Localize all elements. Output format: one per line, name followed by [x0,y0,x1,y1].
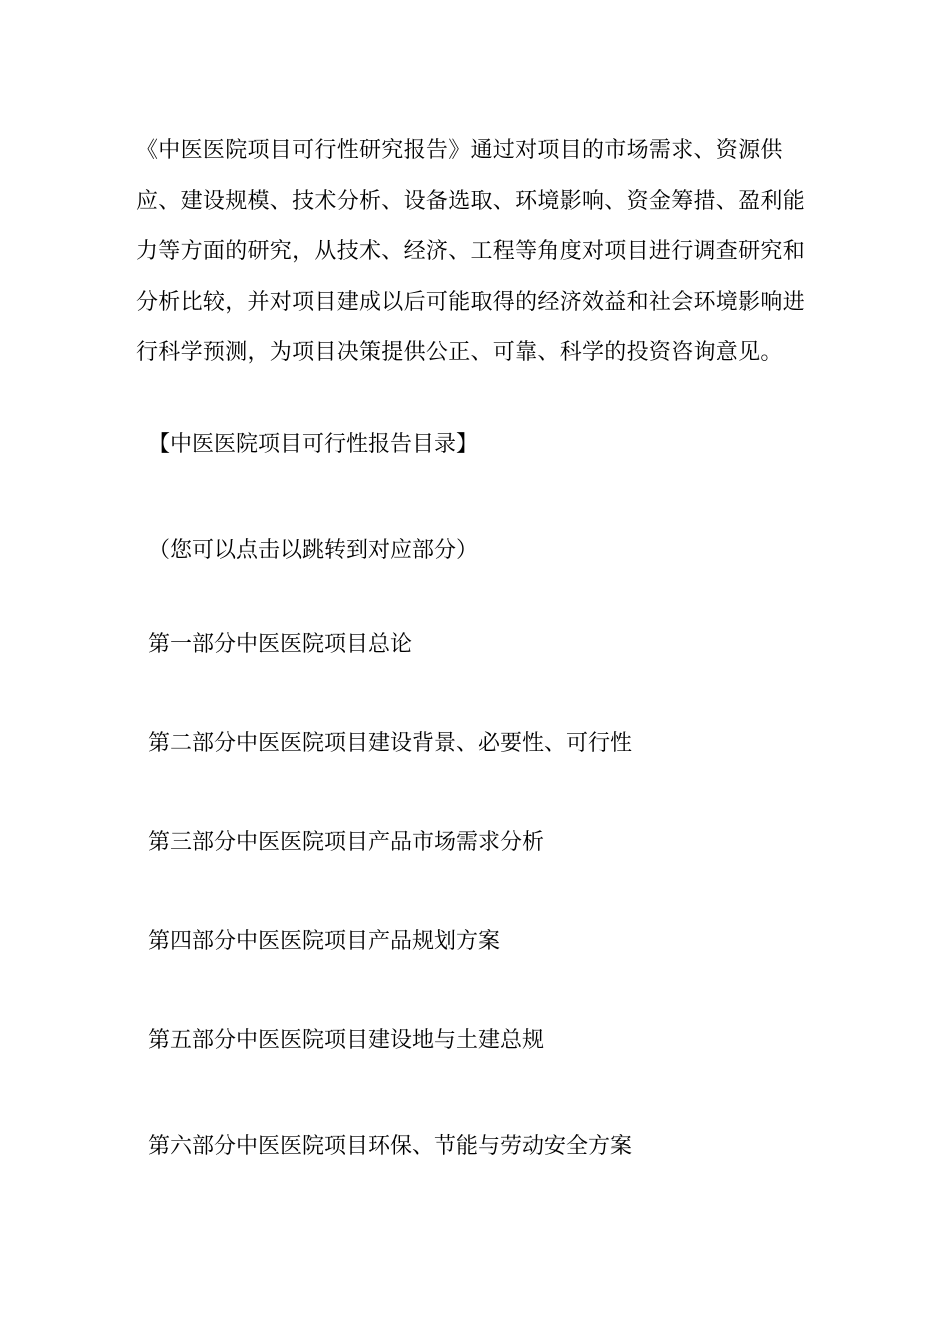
toc-item-part-5[interactable]: 第五部分中医医院项目建设地与土建总规 [148,1028,545,1053]
toc-item-part-6[interactable]: 第六部分中医医院项目环保、节能与劳动安全方案 [148,1134,633,1159]
toc-item-part-1[interactable]: 第一部分中医医院项目总论 [148,632,413,657]
intro-paragraph: 《中医医院项目可行性研究报告》通过对项目的市场需求、资源供应、建设规模、技术分析、设备选取、环境影响、资金筹措、盈利能力等方面的研究，从技术、经济、工程等角度对项目进行调查研究和分析比较，并对项目建成以后可能取得的经济效益和社会环境影响进行科学预测，为项目决策提供公正、可靠、科学的投资咨询意见。 [136,138,806,365]
toc-title: 【中医医院项目可行性报告目录】 [148,432,479,457]
toc-item-part-3[interactable]: 第三部分中医医院项目产品市场需求分析 [148,830,545,855]
toc-hint: （您可以点击以跳转到对应部分） [148,538,479,563]
toc-item-part-2[interactable]: 第二部分中医医院项目建设背景、必要性、可行性 [148,731,633,756]
toc-item-part-4[interactable]: 第四部分中医医院项目产品规划方案 [148,929,501,954]
